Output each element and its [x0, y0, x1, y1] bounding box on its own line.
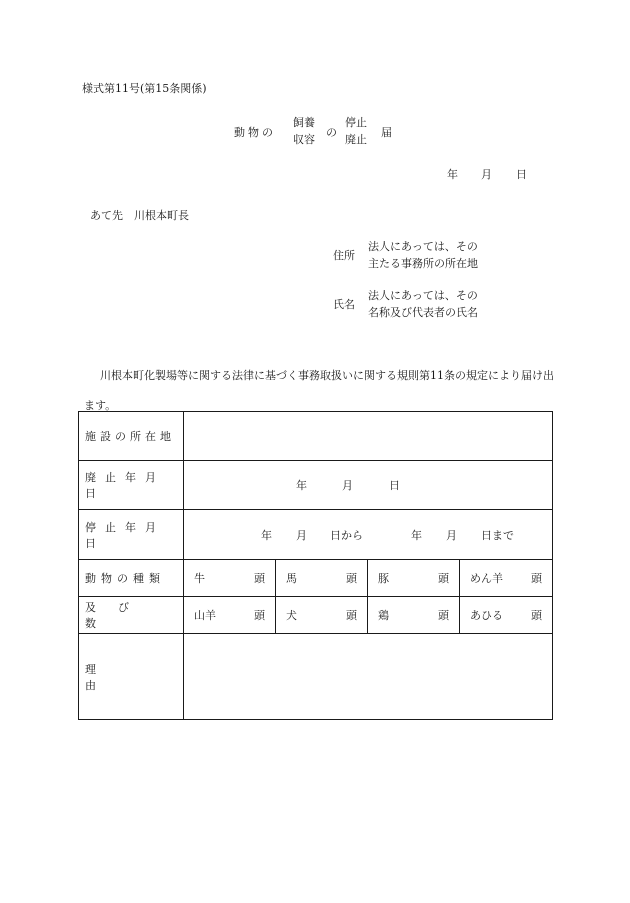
stop-from-day: 日から	[330, 528, 363, 542]
name-note-line: 法人にあっては、その	[368, 289, 478, 302]
animal-label-2	[79, 597, 184, 634]
title-option-keep: 飼養	[293, 116, 315, 129]
notification-table	[78, 411, 553, 720]
table-row-stop-date	[79, 510, 553, 560]
stop-from-year: 年	[261, 528, 272, 542]
animal-name: あひる	[470, 609, 503, 622]
form-number: 様式第11号(第15条関係)	[82, 82, 207, 95]
table-row-facility	[79, 412, 553, 461]
submission-date[interactable]	[447, 166, 527, 182]
date-year: 年	[447, 168, 458, 181]
abolish-year: 年	[296, 479, 307, 492]
animal-name: 牛	[194, 572, 205, 585]
animal-unit: 頭	[254, 572, 265, 585]
title-option-abolish: 廃止	[345, 133, 367, 146]
animal-unit: 頭	[438, 609, 449, 622]
addressee: あて先 川根本町長	[90, 209, 189, 222]
abolish-day: 日	[389, 479, 400, 492]
title-notice: 届	[381, 126, 392, 139]
stop-to-day: 日まで	[481, 528, 514, 542]
title-no: の	[326, 126, 337, 139]
animal-name: 豚	[378, 572, 389, 585]
animal-name: 犬	[286, 609, 297, 622]
table-row-abolish-date	[79, 461, 553, 510]
animal-cell[interactable]	[460, 597, 553, 634]
document-title	[0, 114, 630, 148]
date-day: 日	[516, 168, 527, 181]
table-row-reason	[79, 634, 553, 720]
address-note	[368, 238, 478, 272]
name-note	[368, 287, 478, 321]
abolish-month: 月	[342, 479, 353, 492]
address-note-line: 主たる事務所の所在地	[368, 257, 478, 270]
stop-from-month: 月	[296, 528, 307, 542]
reason-label	[79, 634, 184, 720]
animal-cell[interactable]	[276, 597, 368, 634]
date-month: 月	[481, 168, 492, 181]
address-label: 住所	[333, 249, 355, 262]
animal-unit: 頭	[346, 609, 357, 622]
animal-cell[interactable]	[368, 560, 460, 597]
stop-date-label: 停止年月日	[79, 510, 184, 560]
animal-cell[interactable]	[276, 560, 368, 597]
title-animals: 動物の	[234, 126, 276, 139]
body-text: 川根本町化製場等に関する法律に基づく事務取扱いに関する規則第11条の規定により届け出ます。	[84, 369, 554, 412]
address-note-line: 法人にあっては、その	[368, 240, 478, 253]
animal-cell[interactable]	[460, 560, 553, 597]
reason-field[interactable]	[184, 634, 553, 720]
stop-date-field[interactable]	[184, 510, 553, 560]
stop-to-year: 年	[411, 528, 422, 542]
animal-label-1: 動物の種類	[79, 560, 184, 597]
animal-unit: 頭	[531, 609, 542, 622]
reason-label-text: 理由	[85, 662, 166, 692]
animal-unit: 頭	[346, 572, 357, 585]
animal-unit: 頭	[254, 609, 265, 622]
stop-to-month: 月	[446, 528, 457, 542]
title-option-stop: 停止	[345, 116, 367, 129]
table-row-animals-2	[79, 597, 553, 634]
abolish-date-label: 廃止年月日	[79, 461, 184, 510]
animal-label-2-text: 及び数	[85, 601, 151, 630]
table-row-animals-1	[79, 560, 553, 597]
facility-location-label: 施設の所在地	[79, 412, 184, 461]
animal-unit: 頭	[531, 572, 542, 585]
animal-cell[interactable]	[184, 560, 276, 597]
animal-name: 鶏	[378, 609, 389, 622]
animal-name: 山羊	[194, 609, 216, 622]
animal-name: めん羊	[470, 572, 503, 585]
animal-unit: 頭	[438, 572, 449, 585]
animal-cell[interactable]	[184, 597, 276, 634]
title-option-house: 収容	[293, 133, 315, 146]
animal-name: 馬	[286, 572, 297, 585]
animal-cell[interactable]	[368, 597, 460, 634]
name-note-line: 名称及び代表者の氏名	[368, 306, 478, 319]
name-label: 氏名	[333, 298, 355, 311]
facility-location-field[interactable]	[184, 412, 553, 461]
abolish-date-field[interactable]	[184, 461, 553, 510]
